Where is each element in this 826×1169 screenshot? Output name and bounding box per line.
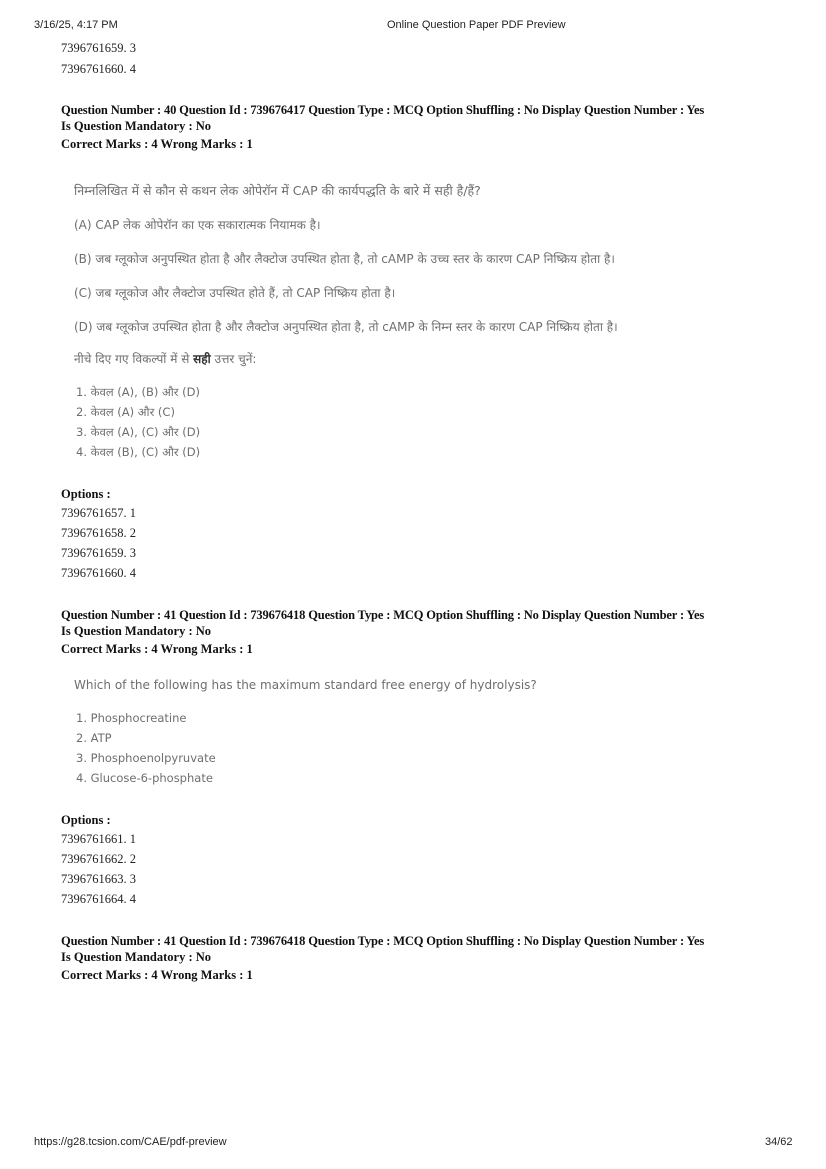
q41-header (61, 608, 773, 658)
q40-header (61, 103, 773, 153)
q41-choice-2: 2. ATP (76, 731, 112, 745)
q40-marks: Correct Marks : 4 Wrong Marks : 1 (61, 137, 253, 151)
q41-choice-4: 4. Glucose-6-phosphate (76, 771, 213, 785)
q40-option-3: 7396761659. 3 (61, 546, 136, 560)
q41-header-line2: Is Question Mandatory : No (61, 623, 212, 638)
q40-choice-2: 2. केवल (A) और (C) (76, 405, 175, 419)
page-number: 34/62 (765, 1136, 793, 1148)
q41b-header-line1: Question Number : 41 Question Id : 739676418 Question Type : MCQ Option Shuffling : No Display Question Number : Yes (61, 934, 705, 948)
q41b-header (61, 934, 773, 984)
q41b-marks: Correct Marks : 4 Wrong Marks : 1 (61, 968, 253, 982)
q40-choice-3: 3. केवल (A), (C) और (D) (76, 425, 201, 439)
q41-question-text: Which of the following has the maximum standard free energy of hydrolysis? (74, 678, 537, 692)
q40-instruction-pre: नीचे दिए गए विकल्पों में से (74, 352, 194, 366)
q41-option-2: 7396761662. 2 (61, 852, 136, 866)
q40-instruction (74, 350, 256, 367)
q41-option-4: 7396761664. 4 (61, 892, 136, 906)
print-page-title: Online Question Paper PDF Preview (387, 19, 566, 31)
q40-option-4: 7396761660. 4 (61, 566, 136, 580)
q40-instruction-bold: सही (193, 352, 211, 366)
q41-choice-3: 3. Phosphoenolpyruvate (76, 751, 216, 765)
prev-option-4: 7396761660. 4 (61, 62, 136, 76)
q41b-header-line2: Is Question Mandatory : No (61, 949, 212, 964)
q40-choice-1: 1. केवल (A), (B) और (D) (76, 385, 200, 399)
q40-choice-4: 4. केवल (B), (C) और (D) (76, 445, 201, 459)
q40-option-1: 7396761657. 1 (61, 506, 136, 520)
q40-statement-c: (C) जब ग्लूकोज और लैक्टोज उपस्थित होते हैं, तो CAP निष्क्रिय होता है। (74, 286, 396, 300)
q40-option-2: 7396761658. 2 (61, 526, 136, 540)
print-datetime: 3/16/25, 4:17 PM (34, 19, 118, 31)
q40-header-line2: Is Question Mandatory : No (61, 118, 212, 133)
q40-instruction-post: उत्तर चुनें: (210, 352, 257, 366)
q41-choice-1: 1. Phosphocreatine (76, 711, 187, 725)
print-url: https://g28.tcsion.com/CAE/pdf-preview (34, 1136, 227, 1148)
q40-statement-b: (B) जब ग्लूकोज अनुपस्थित होता है और लैक्टोज उपस्थित होता है, तो cAMP के उच्च स्तर के कारण CAP निष्क्रिय होता है। (74, 252, 615, 266)
q41-options-label: Options : (61, 813, 111, 827)
q40-options-label: Options : (61, 487, 111, 501)
q40-header-line1: Question Number : 40 Question Id : 739676417 Question Type : MCQ Option Shuffling : No Display Question Number : Yes (61, 103, 705, 117)
q40-statement-a: (A) CAP लेक ओपेरॉन का एक सकारात्मक नियामक है। (74, 218, 321, 232)
q40-question-text: निम्नलिखित में से कौन से कथन लेक ओपेरॉन में CAP की कार्यपद्धति के बारे में सही है/हैं? (74, 183, 481, 198)
q41-option-3: 7396761663. 3 (61, 872, 136, 886)
q40-statement-d: (D) जब ग्लूकोज उपस्थित होता है और लैक्टोज अनुपस्थित होता है, तो cAMP के निम्न स्तर के कारण CAP निष्क्रिय होता है। (74, 320, 618, 334)
q41-header-line1: Question Number : 41 Question Id : 739676418 Question Type : MCQ Option Shuffling : No Display Question Number : Yes (61, 608, 705, 622)
q41-marks: Correct Marks : 4 Wrong Marks : 1 (61, 642, 253, 656)
q41-option-1: 7396761661. 1 (61, 832, 136, 846)
prev-option-3: 7396761659. 3 (61, 41, 136, 55)
